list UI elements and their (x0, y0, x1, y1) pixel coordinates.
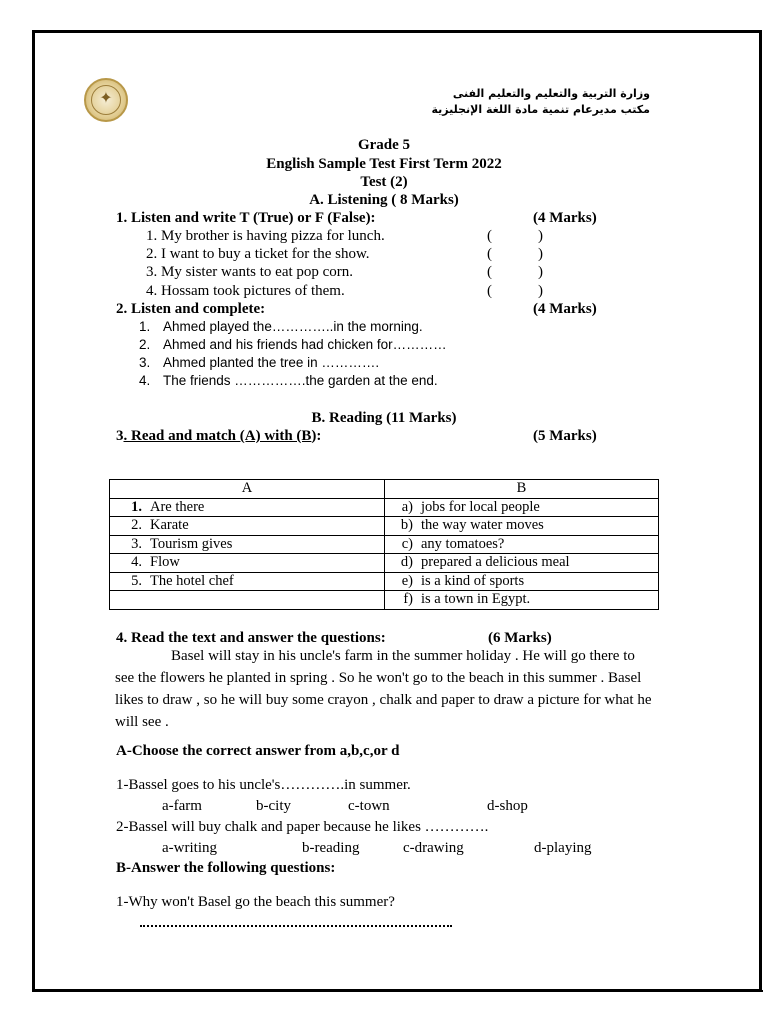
q1-item-1: 1. My brother is having pizza for lunch. (146, 228, 385, 244)
table-row (110, 554, 659, 573)
mcq-1-option-a: a-farm (162, 798, 202, 814)
col-b-cell (385, 517, 659, 536)
col-b-text: jobs for local people (421, 498, 540, 515)
col-a-text: Flow (150, 554, 180, 571)
answer-paren-open: ( (487, 246, 492, 262)
reading-heading: B. Reading (11 Marks) (311, 410, 457, 426)
answer-paren-close: ) (538, 264, 543, 280)
q1-title: 1. Listen and write T (True) or F (False): (116, 210, 376, 226)
q2-title: 2. Listen and complete: (116, 301, 266, 317)
mcq-1-option-d: d-shop (487, 798, 528, 814)
mcq-1-option-c: c-town (348, 798, 390, 814)
answer-paren-close: ) (538, 246, 543, 262)
col-a-cell (110, 572, 385, 591)
mcq-2-question: 2-Bassel will buy chalk and paper because he likes …………. (116, 819, 489, 835)
reading-passage-text: Basel will stay in his uncle's farm in the summer holiday . He will go there to see the flowers he planted in spring . So he won't go to the beach in this summer . Basel likes to draw , so he will buy some crayon , chalk and paper to draw a picture for what he will see . (115, 648, 652, 730)
test-name: English Sample Test First Term 2022 (266, 156, 502, 172)
col-a-num: 2. (131, 517, 142, 534)
q2-marks: (4 Marks) (533, 301, 597, 317)
q2-item-3-num: 3. (139, 355, 151, 370)
q3-title (116, 428, 321, 445)
col-b-letter: c) (401, 535, 413, 552)
col-a-cell (110, 498, 385, 517)
q3-title-text: . Read and match (A) with (B (123, 428, 312, 444)
table-row (110, 517, 659, 536)
answer-paren-close: ) (538, 283, 543, 299)
col-a-cell (110, 591, 385, 610)
test-number: Test (2) (360, 174, 408, 190)
grade-title: Grade 5 (357, 137, 411, 153)
directorate-name: مكتب مديرعام تنمية مادة اللغة الإنجليزية (431, 103, 650, 116)
col-b-letter: d) (400, 554, 413, 571)
q2-item-2-num: 2. (139, 337, 151, 352)
mcq-1-option-b: b-city (256, 798, 291, 814)
answer-line (140, 917, 452, 927)
eagle-icon: ✦ (99, 90, 113, 107)
q1-marks: (4 Marks) (533, 210, 597, 226)
col-a-text: Are there (150, 498, 205, 515)
page-border-bottom-line (35, 990, 763, 992)
q4-title: 4. Read the text and answer the questions: (116, 630, 386, 646)
mcq-2-option-b: b-reading (302, 840, 360, 856)
col-a-num: 5. (131, 572, 142, 589)
col-a-num: 3. (131, 535, 142, 552)
col-a-num: 4. (131, 554, 142, 571)
col-b-text: is a kind of sports (421, 572, 525, 589)
col-b-cell (385, 591, 659, 610)
answer-paren-close: ) (538, 228, 543, 244)
col-b-cell (385, 535, 659, 554)
q2-item-4-num: 4. (139, 373, 151, 388)
listening-heading: A. Listening ( 8 Marks) (309, 192, 459, 208)
q2-item-1-num: 1. (139, 319, 151, 334)
col-b-cell (385, 554, 659, 573)
col-b-cell (385, 498, 659, 517)
col-a-cell (110, 535, 385, 554)
col-b-text: the way water moves (421, 517, 544, 534)
col-a-text: Tourism gives (150, 535, 233, 552)
mcq-2-option-c: c-drawing (403, 840, 464, 856)
answer-paren-open: ( (487, 264, 492, 280)
col-a-cell (110, 517, 385, 536)
q1-item-3: 3. My sister wants to eat pop corn. (146, 264, 354, 280)
part-b-title: B-Answer the following questions: (116, 860, 336, 876)
col-b-text: any tomatoes? (421, 535, 505, 552)
q2-item-2: Ahmed and his friends had chicken for………… (163, 337, 447, 352)
matching-table (109, 479, 659, 610)
q3-marks: (5 Marks) (533, 428, 597, 444)
q2-item-3: Ahmed planted the tree in …………. (163, 355, 380, 370)
col-a-text: Karate (150, 517, 189, 534)
table-row (110, 535, 659, 554)
ministry-name: وزارة التربية والتعليم والتعليم الفنى (452, 87, 650, 100)
reading-passage (115, 645, 655, 733)
q4-marks: (6 Marks) (488, 630, 552, 646)
q2-item-4: The friends …………….the garden at the end. (163, 373, 438, 388)
col-a-text: The hotel chef (150, 572, 234, 589)
table-row (110, 572, 659, 591)
table-row (110, 591, 659, 610)
q1-item-4: 4. Hossam took pictures of them. (146, 283, 345, 299)
q3-title-num: 3 (116, 428, 124, 444)
q3-title-end: ): (311, 428, 322, 444)
col-b-cell (385, 572, 659, 591)
q2-item-1: Ahmed played the…………..in the morning. (163, 319, 423, 334)
part-a-title: A-Choose the correct answer from a,b,c,or d (116, 743, 400, 759)
col-b-text: is a town in Egypt. (421, 591, 531, 608)
q1-item-2: 2. I want to buy a ticket for the show. (146, 246, 370, 262)
table-row (110, 498, 659, 517)
answer-paren-open: ( (487, 283, 492, 299)
col-b-letter: b) (400, 517, 413, 534)
col-b-letter: a) (401, 498, 413, 515)
mcq-2-option-d: d-playing (534, 840, 592, 856)
col-a-cell (110, 554, 385, 573)
col-a-header: A (110, 480, 385, 499)
ministry-seal-icon (84, 78, 128, 122)
answer-paren-open: ( (487, 228, 492, 244)
col-b-header: B (385, 480, 659, 499)
col-b-letter: e) (401, 572, 413, 589)
table-header-row (110, 480, 659, 499)
mcq-2-option-a: a-writing (162, 840, 217, 856)
open-question-1: 1-Why won't Basel go the beach this summer? (116, 894, 395, 910)
col-a-num: 1. (131, 498, 142, 515)
mcq-1-question: 1-Bassel goes to his uncle's………….in summer. (116, 777, 411, 793)
col-b-text: prepared a delicious meal (421, 554, 570, 571)
col-b-letter: f) (403, 591, 413, 608)
